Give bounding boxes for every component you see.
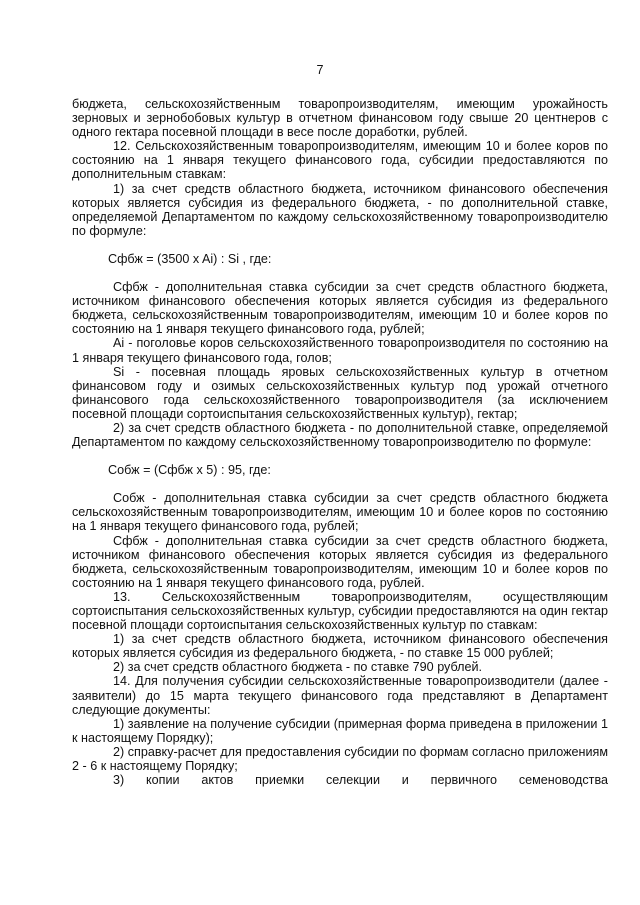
paragraph-13-1: 1) за счет средств областного бюджета, источником финансового обеспечения которых является субсидия из федерального бюджета, - по ставке 15 000 рублей;: [72, 632, 608, 661]
paragraph-12-2: 2) за счет средств областного бюджета - по дополнительной ставке, определяемой Департаментом по каждому сельскохозяйственному товаропроизводителю по формуле:: [72, 420, 608, 450]
definition-sfbzh-repeat: Сфбж - дополнительная ставка субсидии за счет средств областного бюджета, источником финансового обеспечения которых является субсидия из федерального бюджета, сельскохозяйственным товаропроизводителям, имеющим 10 и более коров по состоянию на 1 января текущего финансового года, рублей.: [72, 533, 608, 590]
paragraph-item-13: 13. Сельскохозяйственным товаропроизводителям, осуществляющим сортоиспытания сельскохозяйственных культур, субсидии предоставляются на один гектар посевной площади сортоиспытания сельскохозяйственных культур по ставкам:: [72, 589, 608, 633]
formula-sfbzh: Сфбж = (3500 x Ai) : Si , где:: [108, 251, 272, 266]
paragraph-12-1: 1) за счет средств областного бюджета, источником финансового обеспечения которых является субсидия из федерального бюджета, - по дополнительной ставке, определяемой Департаментом по каждому сельскохозяйственному товаропроизводителю по формуле:: [72, 181, 608, 238]
paragraph-item-12: 12. Сельскохозяйственным товаропроизводителям, имеющим 10 и более коров по состоянию на 1 января текущего финансового года, субсидии предоставляются по дополнительным ставкам:: [72, 139, 608, 182]
paragraph-13-2: 2) за счет средств областного бюджета - по ставке 790 рублей.: [113, 660, 483, 675]
definition-sfbzh: Сфбж - дополнительная ставка субсидии за счет средств областного бюджета, источником финансового обеспечения которых является субсидия из федерального бюджета, сельскохозяйственным товаропроизводителям, имеющим 10 и более коров по состоянию на 1 января текущего финансового года, рублей;: [72, 280, 608, 337]
paragraph-item-14: 14. Для получения субсидии сельскохозяйственные товаропроизводители (далее - заявители) до 15 марта текущего финансового года представляют в Департамент следующие документы:: [72, 674, 608, 717]
page-number: 7: [316, 63, 324, 77]
paragraph-14-1: 1) заявление на получение субсидии (примерная форма приведена в приложении 1 к настоящему Порядку);: [72, 716, 608, 745]
formula-sobzh: Собж = (Сфбж x 5) : 95, где:: [108, 463, 271, 478]
definition-sobzh: Собж - дополнительная ставка субсидии за счет средств областного бюджета сельскохозяйственным товаропроизводителям, имеющим 10 и более коров по состоянию на 1 января текущего финансового года, рублей;: [72, 491, 608, 534]
paragraph-14-3: 3) копии актов приемки селекции и первичного семеноводства: [113, 773, 608, 788]
paragraph-14-2: 2) справку-расчет для предоставления субсидии по формам согласно приложениям 2 - 6 к настоящему Порядку;: [72, 744, 608, 774]
definition-ai: Ai - поголовье коров сельскохозяйственного товаропроизводителя по состоянию на 1 января текущего финансового года, голов;: [72, 336, 608, 365]
definition-si: Si - посевная площадь яровых сельскохозяйственных культур в отчетном финансовом году и озимых сельскохозяйственных культур под урожай отчетного финансового года сельскохозяйственного товаропроизводителя (за исключением посевной площади сортоиспытания сельскохозяйственных культур), гектар;: [72, 364, 608, 421]
document-body: [72, 97, 608, 787]
paragraph-budget-continuation: бюджета, сельскохозяйственным товаропроизводителям, имеющим урожайность зерновых и зернобобовых культур в отчетном финансовом году свыше 20 центнеров с одного гектара посевной площади в весе после доработки, рублей.: [72, 97, 608, 140]
